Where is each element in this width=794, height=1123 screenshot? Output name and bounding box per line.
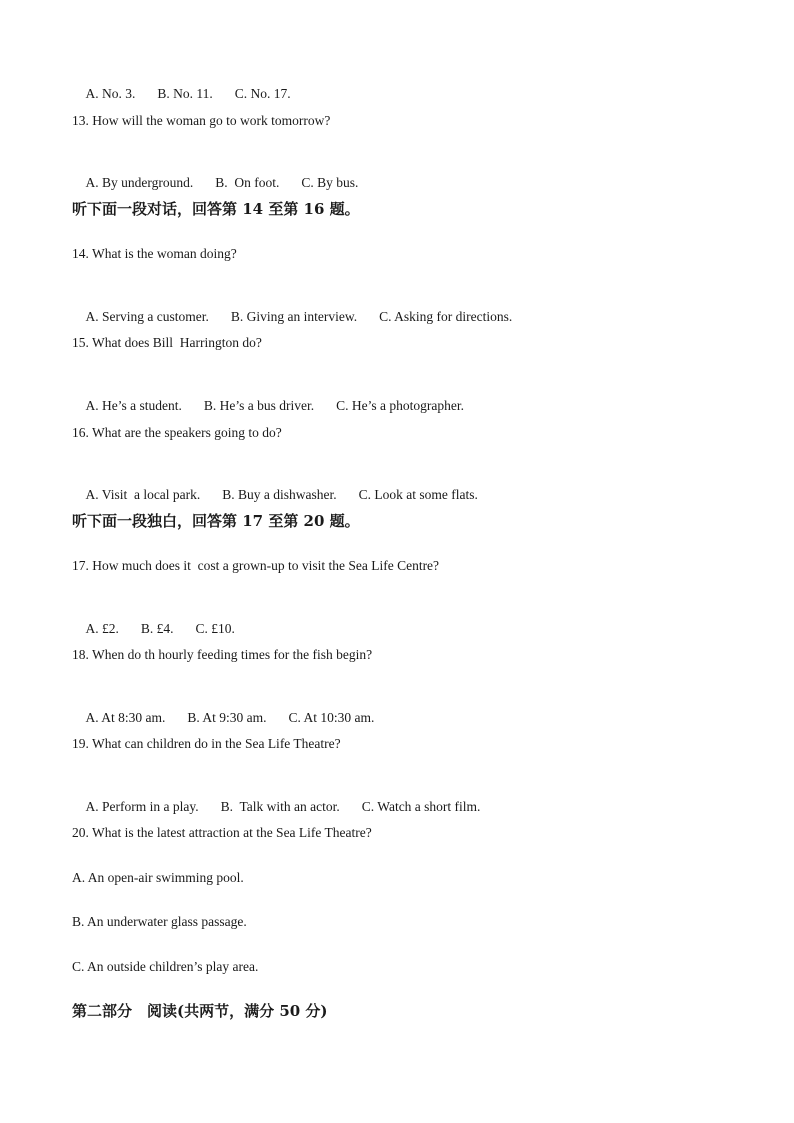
option-c: C. By bus. xyxy=(301,175,359,190)
option-a: A. No. 3. xyxy=(85,86,136,101)
option-c: C. Look at some flats. xyxy=(358,487,478,502)
option-c: C. £10. xyxy=(195,621,235,636)
option-b: B. He’s a bus driver. xyxy=(203,398,315,413)
option-a: A. Visit a local park. xyxy=(85,487,201,502)
question-14: 14. What is the woman doing? xyxy=(72,246,237,261)
option-b: B. No. 11. xyxy=(157,86,213,101)
section-heading-14-16: 听下面一段对话，回答第 14 至第 16 题。 xyxy=(72,200,360,218)
option-b: B. Talk with an actor. xyxy=(220,799,340,814)
option-c: C. At 10:30 am. xyxy=(288,710,375,725)
option-a: A. Perform in a play. xyxy=(85,799,199,814)
option-a: A. By underground. xyxy=(85,175,194,190)
option-a: A. At 8:30 am. xyxy=(85,710,166,725)
question-17: 17. How much does it cost a grown-up to visit the Sea Life Centre? xyxy=(72,558,440,573)
question-15: 15. What does Bill Harrington do? xyxy=(72,335,262,350)
option-a: A. Serving a customer. xyxy=(85,309,209,324)
option-c: C. He’s a photographer. xyxy=(336,398,464,413)
question-20: 20. What is the latest attraction at the Sea Life Theatre? xyxy=(72,825,372,840)
option-20-a: A. An open-air swimming pool. xyxy=(72,870,244,885)
question-19: 19. What can children do in the Sea Life Theatre? xyxy=(72,736,341,751)
option-20-c: C. An outside children’s play area. xyxy=(72,959,259,974)
part-two-heading: 第二部分 阅读(共两节，满分 50 分) xyxy=(72,1002,328,1020)
question-16: 16. What are the speakers going to do? xyxy=(72,425,282,440)
option-b: B. At 9:30 am. xyxy=(187,710,267,725)
question-18: 18. When do th hourly feeding times for the fish begin? xyxy=(72,647,373,662)
option-20-b: B. An underwater glass passage. xyxy=(72,914,247,929)
option-a: A. £2. xyxy=(85,621,119,636)
option-b: B. Giving an interview. xyxy=(230,309,358,324)
section-heading-17-20: 听下面一段独白，回答第 17 至第 20 题。 xyxy=(72,512,360,530)
option-c: C. Watch a short film. xyxy=(361,799,481,814)
option-a: A. He’s a student. xyxy=(85,398,182,413)
option-b: B. On foot. xyxy=(215,175,280,190)
option-b: B. £4. xyxy=(140,621,174,636)
option-c: C. No. 17. xyxy=(234,86,291,101)
question-13: 13. How will the woman go to work tomorrow? xyxy=(72,113,331,128)
option-b: B. Buy a dishwasher. xyxy=(222,487,337,502)
option-c: C. Asking for directions. xyxy=(379,309,513,324)
